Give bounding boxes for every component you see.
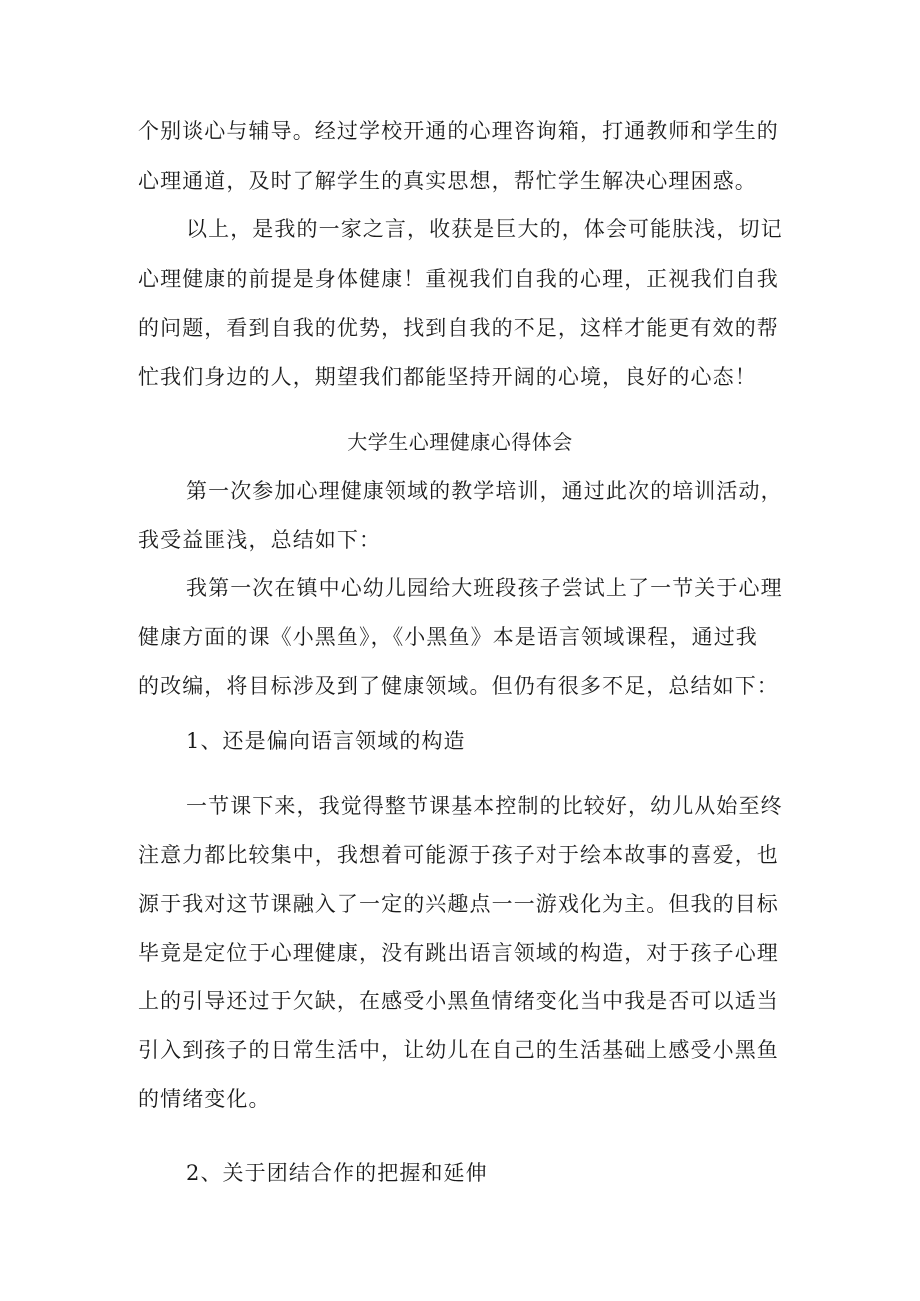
paragraph-intro-line-2: 我受益匪浅，总结如下： [138, 528, 382, 552]
paragraph-continued-line-2: 心理通道，及时了解学生的真实思想，帮忙学生解决心理困惑。 [138, 169, 757, 193]
paragraph-point-1-line-4: 毕竟是定位于心理健康，没有跳出语言领域的构造，对于孩子心理 [138, 941, 779, 965]
paragraph-point-1-line-3: 源于我对这节课融入了一定的兴趣点一一游戏化为主。但我的目标 [138, 892, 779, 916]
paragraph-conclusion-line-1: 以上，是我的一家之言，收获是巨大的，体会可能肤浅，切记 [186, 217, 783, 241]
paragraph-conclusion-line-2: 心理健康的前提是身体健康！重视我们自我的心理，正视我们自我 [138, 267, 779, 291]
paragraph-point-1-line-1: 一节课下来，我觉得整节课基本控制的比较好，幼儿从始至终 [186, 794, 783, 818]
paragraph-continued-line-1: 个别谈心与辅导。经过学校开通的心理咨询箱，打通教师和学生的 [138, 119, 779, 143]
paragraph-lesson-line-1: 我第一次在镇中心幼儿园给大班段孩子尝试上了一节关于心理 [186, 576, 783, 600]
section-title: 大学生心理健康心得体会 [347, 430, 573, 454]
paragraph-point-1-line-2: 注意力都比较集中，我想着可能源于孩子对于绘本故事的喜爱，也 [138, 843, 779, 867]
heading-point-2: 2、关于团结合作的把握和延伸 [186, 1161, 488, 1185]
heading-point-1: 1、还是偏向语言领域的构造 [186, 729, 466, 753]
paragraph-lesson-line-3: 的改编，将目标涉及到了健康领域。但仍有很多不足，总结如下： [138, 674, 779, 698]
paragraph-point-1-line-6: 引入到孩子的日常生活中，让幼儿在自己的生活基础上感受小黑鱼 [138, 1038, 779, 1062]
paragraph-conclusion-line-4: 忙我们身边的人，期望我们都能坚持开阔的心境，良好的心态！ [138, 365, 757, 389]
paragraph-point-1-line-5: 上的引导还过于欠缺，在感受小黑鱼情绪变化当中我是否可以适当 [138, 989, 779, 1013]
paragraph-point-1-line-7: 的情绪变化。 [138, 1087, 271, 1111]
paragraph-intro-line-1: 第一次参加心理健康领域的教学培训，通过此次的培训活动， [186, 479, 783, 503]
paragraph-conclusion-line-3: 的问题，看到自我的优势，找到自我的不足，这样才能更有效的帮 [138, 316, 779, 340]
paragraph-lesson-line-2: 健康方面的课《小黑鱼》，《小黑鱼》本是语言领域课程，通过我 [138, 625, 758, 649]
